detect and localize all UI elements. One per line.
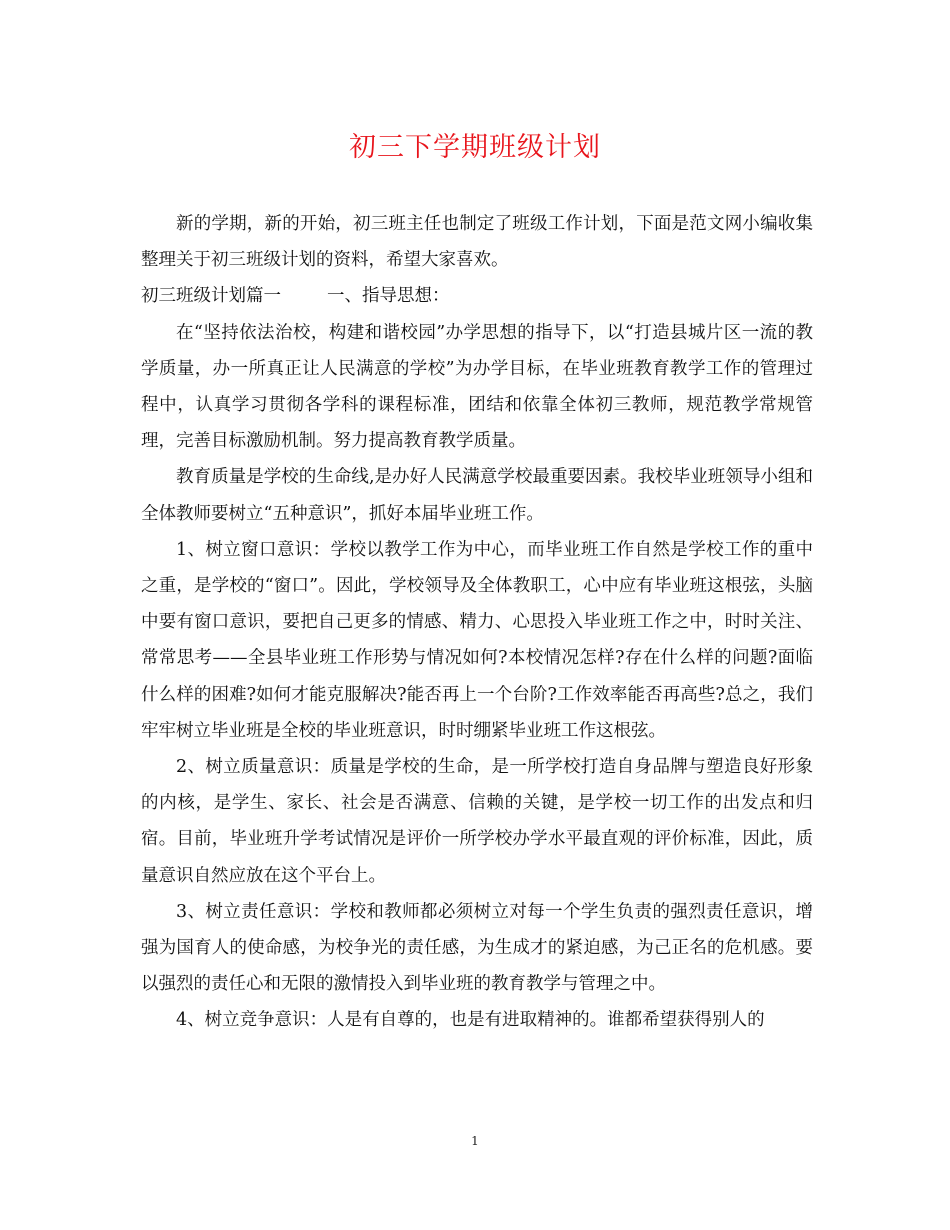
section-heading-line: [141, 278, 813, 314]
body-paragraph: 在“坚持依法治校，构建和谐校园”办学思想的指导下，以“打造县城片区一流的教学质量，办一所真正让人民满意的学校”为办学目标，在毕业班教育教学工作的管理过程中，认真学习贯彻各学科的课程标准，团结和依靠全体初三教师，规范教学常规管理，完善目标激励机制。努力提高教育教学质量。: [141, 322, 813, 452]
document-title: 初三下学期班级计划: [349, 132, 601, 163]
page-number: 1: [471, 1134, 479, 1148]
body-paragraph: 1、树立窗口意识：学校以教学工作为中心，而毕业班工作自然是学校工作的重中之重，是学校的“窗口”。因此，学校领导及全体教职工，心中应有毕业班这根弦，头脑中要有窗口意识，要把自己更多的情感、精力、心思投入毕业班工作之中，时时关注、常常思考——全县毕业班工作形势与情况如何?本校情况怎样?存在什么样的问题?面临什么样的困难?如何才能克服解决?能否再上一个台阶?工作效率能否再高些?总之，我们牢牢树立毕业班是全校的毕业班意识，时时绷紧毕业班工作这根弦。: [141, 539, 813, 741]
intro-paragraph: 新的学期，新的开始，初三班主任也制定了班级工作计划，下面是范文网小编收集整理关于初三班级计划的资料，希望大家喜欢。: [141, 214, 813, 271]
section-label: 初三班级计划篇一: [141, 286, 281, 307]
body-paragraph: 3、树立责任意识：学校和教师都必须树立对每一个学生负责的强烈责任意识，增强为国育人的使命感，为校争光的责任感，为生成才的紧迫感，为己正名的危机感。要以强烈的责任心和无限的激情投入到毕业班的教育教学与管理之中。: [141, 901, 813, 995]
body-paragraph: 教育质量是学校的生命线,是办好人民满意学校最重要因素。我校毕业班领导小组和全体教师要树立“五种意识”，抓好本届毕业班工作。: [141, 467, 813, 524]
document-body: [141, 206, 813, 1039]
body-paragraph: 2、树立质量意识：质量是学校的生命，是一所学校打造自身品牌与塑造良好形象的内核，是学生、家长、社会是否满意、信赖的关键，是学校一切工作的出发点和归宿。目前，毕业班升学考试情况是评价一所学校办学水平最直观的评价标准，因此，质量意识自然应放在这个平台上。: [141, 757, 813, 886]
section-heading: 一、指导思想：: [327, 286, 450, 307]
body-paragraph: 4、树立竞争意识：人是有自尊的，也是有进取精神的。谁都希望获得别人的: [176, 1010, 765, 1031]
